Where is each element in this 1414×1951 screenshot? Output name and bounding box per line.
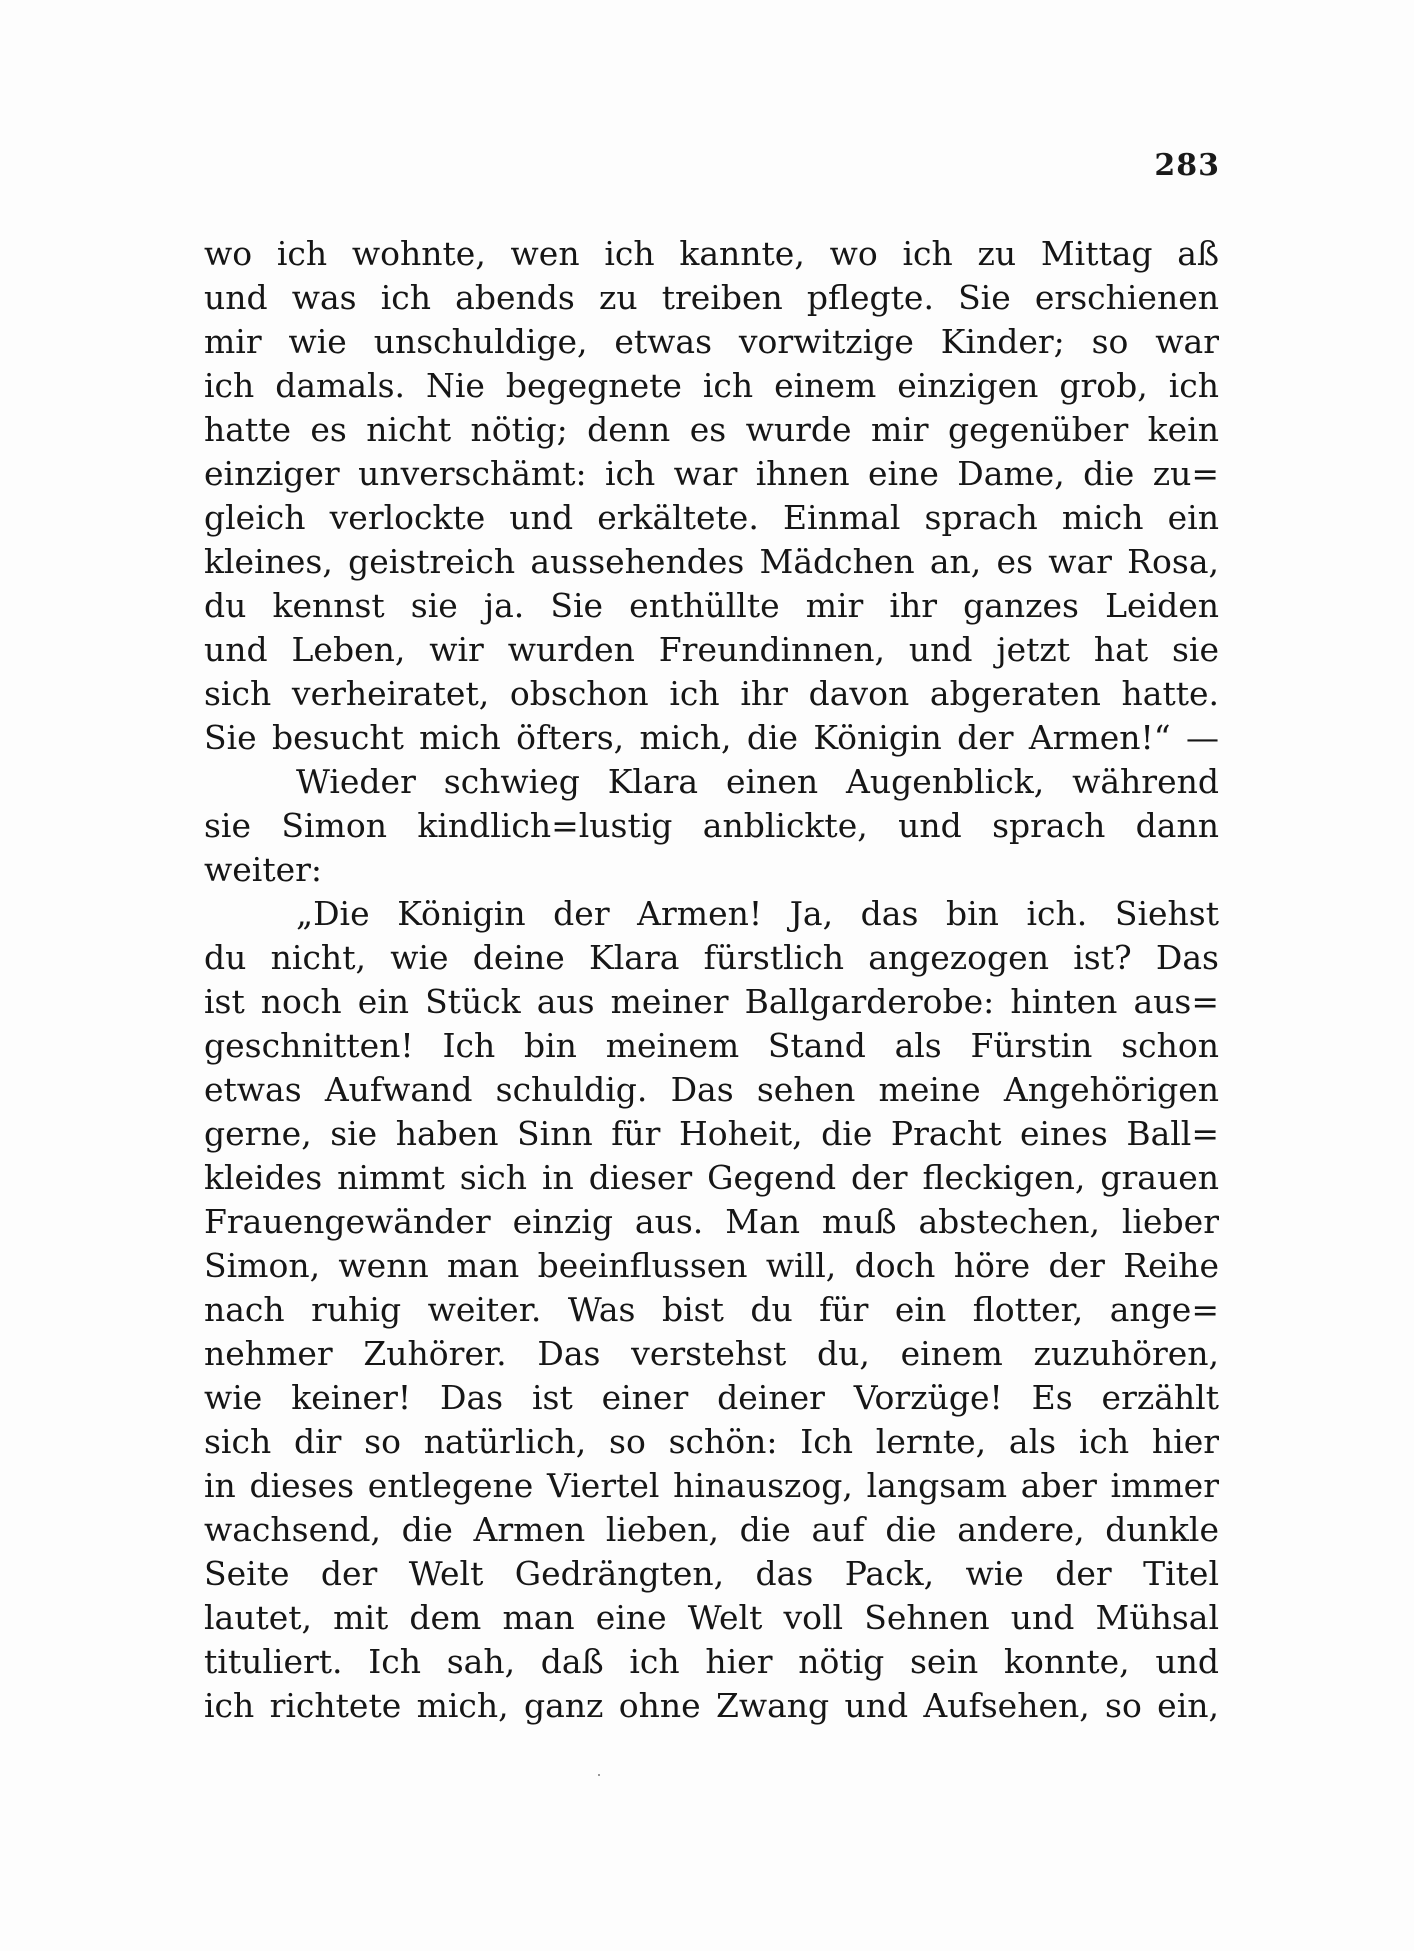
text-line: hatte es nicht nötig; denn es wurde mir gegenüber kein [204, 410, 1219, 449]
text-line: du nicht, wie deine Klara fürstlich angezogen ist? Das [204, 938, 1219, 977]
page-number: 283 [1154, 148, 1220, 183]
text-line: Seite der Welt Gedrängten, das Pack, wie der Titel [204, 1554, 1219, 1593]
text-line: sie Simon kindlich=lustig anblickte, und sprach dann [204, 806, 1219, 845]
text-line: sich verheiratet, obschon ich ihr davon abgeraten hatte. [204, 674, 1219, 713]
text-line: geschnitten! Ich bin meinem Stand als Fürstin schon [204, 1026, 1219, 1065]
print-speck [598, 1774, 600, 1776]
body-text [204, 232, 1219, 1728]
text-line: einziger unverschämt: ich war ihnen eine Dame, die zu= [204, 454, 1219, 493]
text-line: wo ich wohnte, wen ich kannte, wo ich zu Mittag aß [204, 234, 1219, 273]
text-line: kleines, geistreich aussehendes Mädchen an, es war Rosa, [204, 542, 1219, 581]
text-line: gerne, sie haben Sinn für Hoheit, die Pracht eines Ball= [204, 1114, 1219, 1153]
text-line: Simon, wenn man beeinflussen will, doch höre der Reihe [204, 1246, 1219, 1285]
text-line: nehmer Zuhörer. Das verstehst du, einem zuzuhören, [204, 1334, 1219, 1373]
text-line: mir wie unschuldige, etwas vorwitzige Kinder; so war [204, 322, 1219, 361]
text-line: ich damals. Nie begegnete ich einem einzigen grob, ich [204, 366, 1219, 405]
text-line: Wieder schwieg Klara einen Augenblick, während [296, 762, 1219, 801]
text-line: ist noch ein Stück aus meiner Ballgarderobe: hinten aus= [204, 982, 1219, 1021]
text-line: sich dir so natürlich, so schön: Ich lernte, als ich hier [204, 1422, 1219, 1461]
text-line: tituliert. Ich sah, daß ich hier nötig sein konnte, und [204, 1642, 1219, 1681]
text-line: Frauengewänder einzig aus. Man muß abstechen, lieber [204, 1202, 1219, 1241]
text-line: und Leben, wir wurden Freundinnen, und jetzt hat sie [204, 630, 1219, 669]
text-line: in dieses entlegene Viertel hinauszog, langsam aber immer [204, 1466, 1219, 1505]
text-line: wie keiner! Das ist einer deiner Vorzüge! Es erzählt [204, 1378, 1219, 1417]
text-line: ich richtete mich, ganz ohne Zwang und Aufsehen, so ein, [204, 1686, 1219, 1725]
text-line: lautet, mit dem man eine Welt voll Sehnen und Mühsal [204, 1598, 1219, 1637]
text-line: nach ruhig weiter. Was bist du für ein flotter, ange= [204, 1290, 1219, 1329]
text-line: gleich verlockte und erkältete. Einmal sprach mich ein [204, 498, 1219, 537]
text-line: „Die Königin der Armen! Ja, das bin ich. Siehst [296, 894, 1219, 933]
text-line: etwas Aufwand schuldig. Das sehen meine Angehörigen [204, 1070, 1219, 1109]
text-line: Sie besucht mich öfters, mich, die Königin der Armen!“ — [204, 718, 1219, 757]
text-line: kleides nimmt sich in dieser Gegend der fleckigen, grauen [204, 1158, 1219, 1197]
text-line: du kennst sie ja. Sie enthüllte mir ihr ganzes Leiden [204, 586, 1219, 625]
text-line: weiter: [204, 850, 323, 889]
text-line: und was ich abends zu treiben pflegte. Sie erschienen [204, 278, 1219, 317]
text-line: wachsend, die Armen lieben, die auf die andere, dunkle [204, 1510, 1219, 1549]
